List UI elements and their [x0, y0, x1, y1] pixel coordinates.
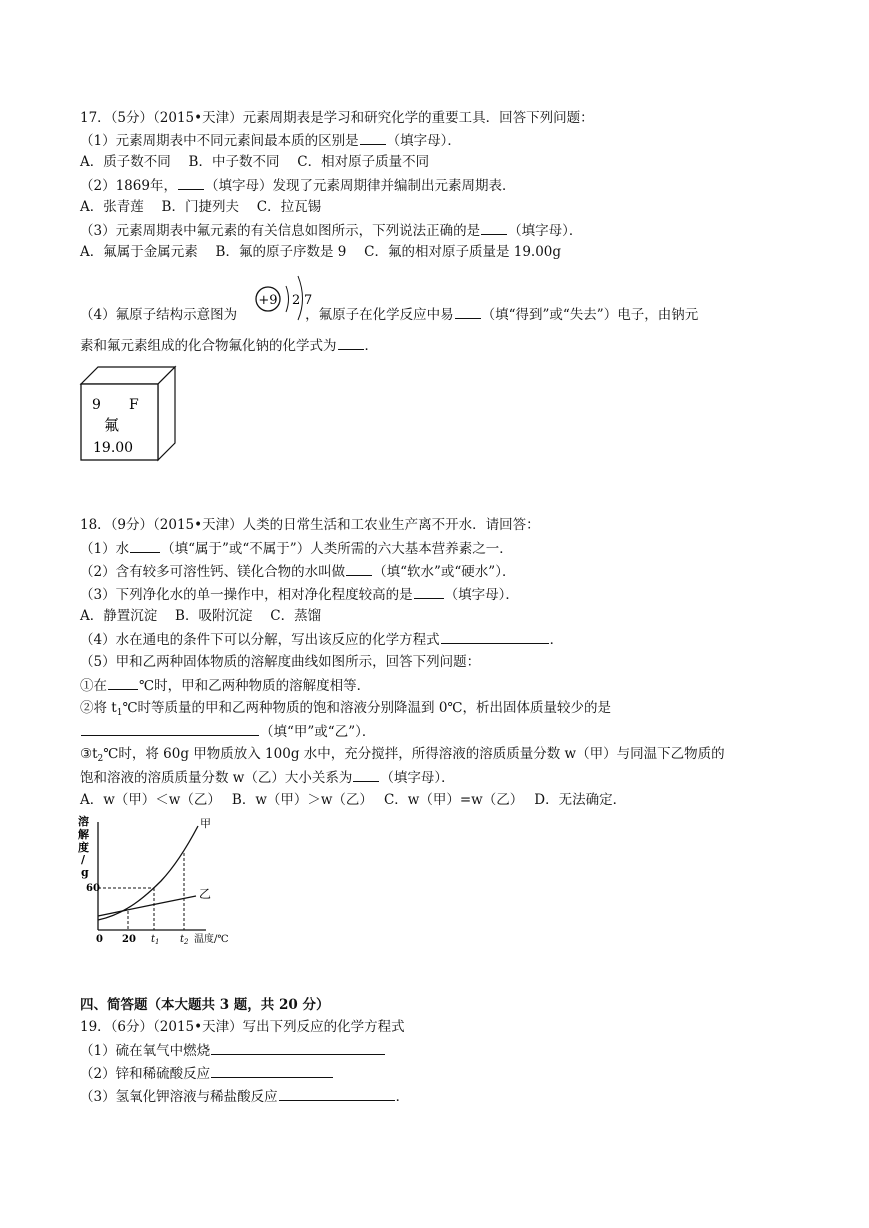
q18-part3-options: A．静置沉淀 B．吸附沉淀 C．蒸馏 — [80, 608, 322, 624]
element-atomic-number: 9 — [92, 397, 101, 413]
solubility-curve-figure — [76, 812, 242, 946]
y-axis-label-char: 溶 — [78, 815, 89, 828]
fluorine-element-tile — [78, 364, 178, 462]
shell-1-electrons: 2 — [292, 293, 301, 308]
q19-answer-blank-2[interactable] — [211, 1064, 333, 1078]
q17-part1-tail: （填字母）． — [386, 133, 461, 149]
x-tick-t2-sub: 2 — [184, 938, 189, 946]
q18-sub3-cont — [80, 768, 455, 787]
q17-part1 — [80, 131, 461, 150]
q19-answer-blank-1[interactable] — [211, 1041, 385, 1055]
q19-answer-blank-3[interactable] — [279, 1087, 395, 1101]
q18-sub3-options: A．w（甲）＜w（乙） B．w（甲）＞w（乙） C．w（甲）=w（乙） D．无法确定． — [80, 792, 627, 808]
q17-part4-text-c: （填“得到”或“失去”）电子，由钠元 — [481, 307, 699, 323]
q19-part1-text: （1）硫在氧气中燃烧 — [80, 1043, 211, 1059]
q19-part3-tail: ． — [395, 1089, 410, 1105]
q19-part2-text: （2）锌和稀硫酸反应 — [80, 1066, 211, 1082]
q17-part1-text: （1）元素周期表中不同元素间最本质的区别是 — [80, 133, 359, 149]
q18-answer-blank-5[interactable] — [108, 676, 138, 690]
q18-part4-tail: ． — [549, 632, 564, 648]
q19-part3 — [80, 1087, 409, 1106]
q17-part3-tail: （填字母）． — [508, 223, 583, 239]
q18-answer-blank-4[interactable] — [441, 630, 549, 644]
q17-part2 — [80, 176, 515, 195]
q18-sub2-tail: （填“甲”或“乙”）． — [260, 724, 376, 740]
q17-part2-text: （2）1869年， — [80, 178, 177, 194]
q18-part3 — [80, 585, 519, 604]
q18-sub1-text: ①在 — [80, 678, 107, 694]
q18-part2-text: （2）含有较多可溶性钙、镁化合物的水叫做 — [80, 564, 346, 580]
x-tick-t2-letter: t — [180, 934, 185, 945]
y-axis-label-char: 度 — [78, 841, 89, 854]
q18-answer-blank-3[interactable] — [414, 585, 444, 599]
q18-sub2-text-b: ℃时等质量的甲和乙两种物质的饱和溶液分别降温到 0℃，析出固体质量较少的是 — [122, 700, 612, 716]
q18-sub3-subscript: 2 — [97, 754, 104, 764]
q17-part4-text-d: 素和氟元素组成的化合物氟化钠的化学式为 — [80, 338, 337, 354]
q18-sub3-text-b: ℃时，将 60g 甲物质放入 100g 水中，充分搅拌，所得溶液的溶质质量分数 w（甲）与同温下乙物质的 — [103, 746, 725, 762]
x-tick-t2 — [180, 934, 189, 946]
q19-header: 19．（6分）（2015•天津）写出下列反应的化学方程式 — [80, 1019, 405, 1035]
q19-part2 — [80, 1064, 334, 1083]
tile-side-face — [158, 367, 175, 460]
q17-part4-cont — [80, 336, 378, 355]
q19-part3-text: （3）氢氧化钾溶液与稀盐酸反应 — [80, 1089, 278, 1105]
q18-sub2-cont — [80, 722, 375, 741]
x-tick-t1-sub: 1 — [155, 938, 160, 946]
x-tick-origin: 0 — [96, 934, 103, 945]
q17-part1-options: A．质子数不同 B．中子数不同 C．相对原子质量不同 — [80, 154, 430, 170]
q17-part3-text: （3）元素周期表中氟元素的有关信息如图所示，下列说法正确的是 — [80, 223, 481, 239]
q17-header: 17．（5分）（2015•天津）元素周期表是学习和研究化学的重要工具．回答下列问题： — [80, 110, 594, 126]
q18-part2 — [80, 562, 515, 581]
q18-part1 — [80, 539, 513, 558]
q18-sub3-tail: （填字母）． — [380, 770, 455, 786]
curve-series-b — [98, 896, 196, 916]
q17-part3-options: A．氟属于金属元素 B．氟的原子序数是 9 C．氟的相对原子质量是 19.00g — [80, 244, 562, 260]
y-tick-60: 60 — [86, 883, 100, 894]
element-name: 氟 — [104, 416, 120, 434]
q18-part3-tail: （填字母）． — [444, 587, 519, 603]
y-axis-label-char: g — [81, 866, 89, 879]
q18-part2-tail: （填“软水”或“硬水”）． — [373, 564, 516, 580]
q18-answer-blank-1[interactable] — [130, 539, 160, 553]
q17-answer-blank-5[interactable] — [338, 336, 364, 350]
q19-part1 — [80, 1041, 386, 1060]
q18-part4-text: （4）水在通电的条件下可以分解，写出该反应的化学方程式 — [80, 632, 440, 648]
q17-part2-options: A．张青莲 B．门捷列夫 C．拉瓦锡 — [80, 199, 322, 215]
shell-2-electrons: 7 — [304, 293, 313, 308]
q18-sub2-text: ②将 t — [80, 700, 117, 716]
y-axis-label-char: / — [81, 853, 86, 866]
x-tick-t1-letter: t — [151, 934, 156, 945]
q17-part4-text-b: ，氟原子在化学反应中易 — [305, 307, 454, 323]
q18-part1-tail: （填“属于”或“不属于”）人类所需的六大基本营养素之一． — [161, 541, 513, 557]
q18-sub2-subscript: 1 — [116, 708, 123, 718]
series-b-label: 乙 — [199, 887, 212, 901]
q18-sub1-tail: ℃时，甲和乙两种物质的溶解度相等． — [139, 678, 371, 694]
q17-part4 — [80, 305, 698, 324]
q18-sub3-text-c: 饱和溶液的溶质质量分数 w（乙）大小关系为 — [80, 770, 353, 786]
q18-answer-blank-6[interactable] — [81, 722, 259, 736]
section-4-title: 四、简答题（本大题共 3 题，共 20 分） — [80, 997, 330, 1013]
y-axis-label-char: 解 — [78, 828, 89, 841]
element-atomic-mass: 19.00 — [93, 440, 134, 456]
q18-answer-blank-2[interactable] — [346, 562, 372, 576]
q17-answer-blank-1[interactable] — [360, 131, 386, 145]
q18-part1-text: （1）水 — [80, 541, 130, 557]
q18-part5: （5）甲和乙两种固体物质的溶解度曲线如图所示，回答下列问题： — [80, 654, 481, 670]
q18-sub3-text: ③t — [80, 746, 98, 762]
element-symbol: F — [129, 397, 139, 413]
q18-part3-text: （3）下列净化水的单一操作中，相对净化程度较高的是 — [80, 587, 413, 603]
q18-part4 — [80, 630, 563, 649]
q18-sub1 — [80, 676, 370, 695]
q17-answer-blank-4[interactable] — [455, 305, 481, 319]
series-a-label: 甲 — [200, 817, 211, 830]
q18-header: 18．（9分）（2015•天津）人类的日常生活和工农业生产离不开水．请回答： — [80, 517, 540, 533]
q17-part4-tail: ． — [364, 338, 378, 354]
nucleus-charge: +9 — [258, 293, 278, 308]
q18-answer-blank-7[interactable] — [353, 768, 379, 782]
q18-sub2 — [80, 699, 611, 722]
q17-answer-blank-2[interactable] — [178, 176, 204, 190]
x-tick-t1 — [151, 934, 160, 946]
q18-sub3 — [80, 745, 725, 768]
q17-part4-text: （4）氟原子结构示意图为 — [80, 307, 238, 323]
q17-part3 — [80, 221, 582, 240]
x-axis-label: 温度/℃ — [194, 934, 229, 945]
q17-part2-tail: （填字母）发现了元素周期律并编制出元素周期表． — [204, 178, 516, 194]
q17-answer-blank-3[interactable] — [481, 221, 507, 235]
x-tick-20: 20 — [122, 934, 136, 945]
